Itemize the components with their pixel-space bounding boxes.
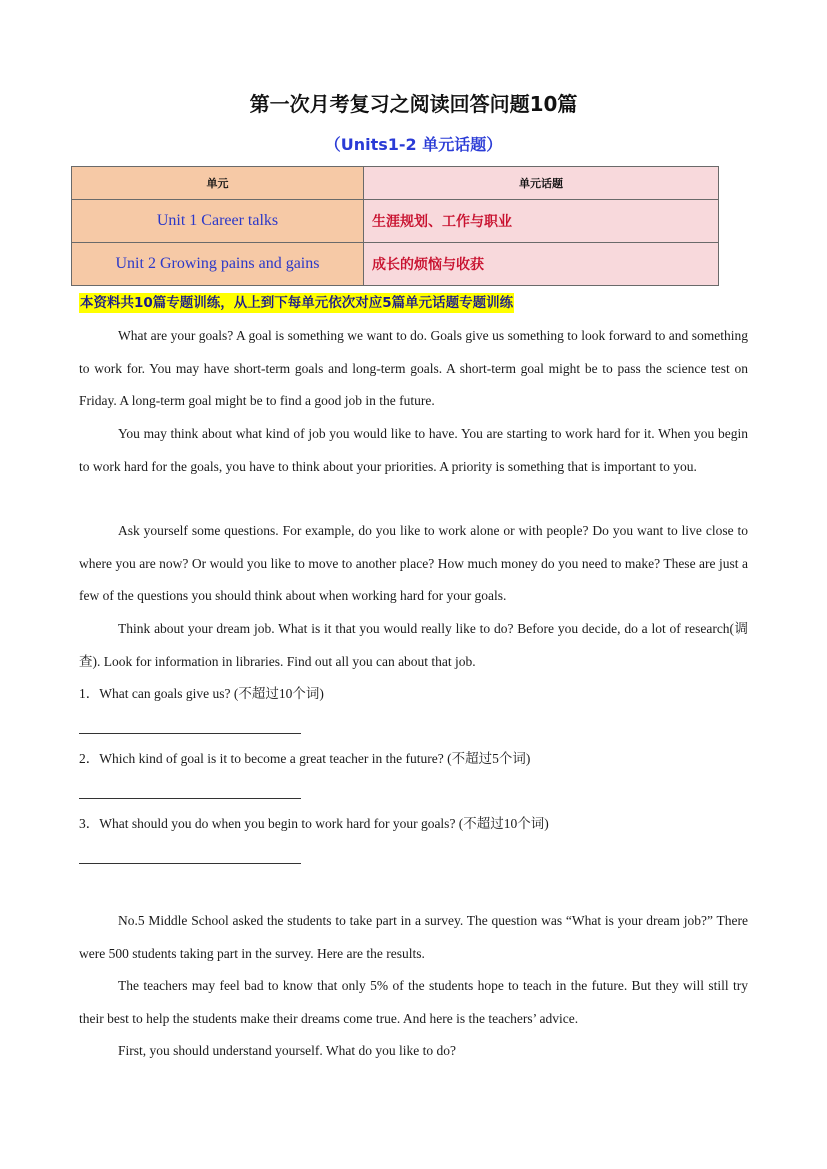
table-header-unit: 单元 <box>72 167 364 200</box>
table-cell-topic: 成长的烦恼与收获 <box>364 243 719 286</box>
table-cell-unit: Unit 1 Career talks <box>72 200 364 243</box>
paragraph-text: Think about your dream job. What is it that you would really like to do? Before you decide, do a lot of research(调查). Look for information in libraries. Find out all you can about that job. <box>79 621 748 669</box>
question-2: 2．Which kind of goal is it to become a great teacher in the future? (不超过5个词) <box>79 751 531 766</box>
highlighted-notice: 本资料共10篇专题训练，从上到下每单元依次对应5篇单元话题专题训练 <box>80 295 514 311</box>
table-row <box>72 200 719 243</box>
paragraph-text: What are your goals? A goal is something we want to do. Goals give us something to look forward to and something to work for. You may have short-term goals and long-term goals. A short-term goal might be to pass the science test on Friday. A long-term goal might be to find a good job in the future. <box>79 328 748 408</box>
page-title: 第一次月考复习之阅读回答问题10篇 <box>249 92 578 116</box>
paragraph-text: You may think about what kind of job you would like to have. You are starting to work hard for it. When you begin to work hard for the goals, you have to think about your priorities. A priority is something that is important to you. <box>79 426 748 474</box>
paragraph-text: Ask yourself some questions. For example, do you like to work alone or with people? Do you want to live close to where you are now? Or would you like to move to another place? How much money do you need to make? These are just a few of the questions you should think about when working hard for your goals. <box>79 523 748 603</box>
paragraph-text: No.5 Middle School asked the students to take part in a survey. The question was “What is your dream job?” There were 500 students taking part in the survey. Here are the results. <box>79 913 748 961</box>
answer-line-2 <box>79 798 301 799</box>
page-subtitle: （Units1-2 单元话题） <box>324 135 503 154</box>
passage1-paragraph-1 <box>79 320 748 418</box>
table-cell-topic: 生涯规划、工作与职业 <box>364 200 719 243</box>
passage2-paragraph-2 <box>79 970 748 1035</box>
paragraph-text: The teachers may feel bad to know that only 5% of the students hope to teach in the future. But they will still try their best to help the students make their dreams come true. And here is the teachers’ advice. <box>79 978 748 1026</box>
answer-line-3 <box>79 863 301 864</box>
table-cell-unit: Unit 2 Growing pains and gains <box>72 243 364 286</box>
unit-topic-table <box>71 166 719 286</box>
table-header-row <box>72 167 719 200</box>
question-1: 1．What can goals give us? (不超过10个词) <box>79 686 324 701</box>
table-row <box>72 243 719 286</box>
passage1-paragraph-2 <box>79 418 748 483</box>
paragraph-text: First, you should understand yourself. What do you like to do? <box>118 1043 456 1058</box>
table-header-topic: 单元话题 <box>364 167 719 200</box>
passage2-paragraph-3 <box>79 1035 748 1068</box>
question-3: 3．What should you do when you begin to work hard for your goals? (不超过10个词) <box>79 816 549 831</box>
passage2-paragraph-1 <box>79 905 748 970</box>
answer-line-1 <box>79 733 301 734</box>
passage1-paragraph-4 <box>79 613 748 678</box>
passage1-paragraph-3 <box>79 515 748 613</box>
